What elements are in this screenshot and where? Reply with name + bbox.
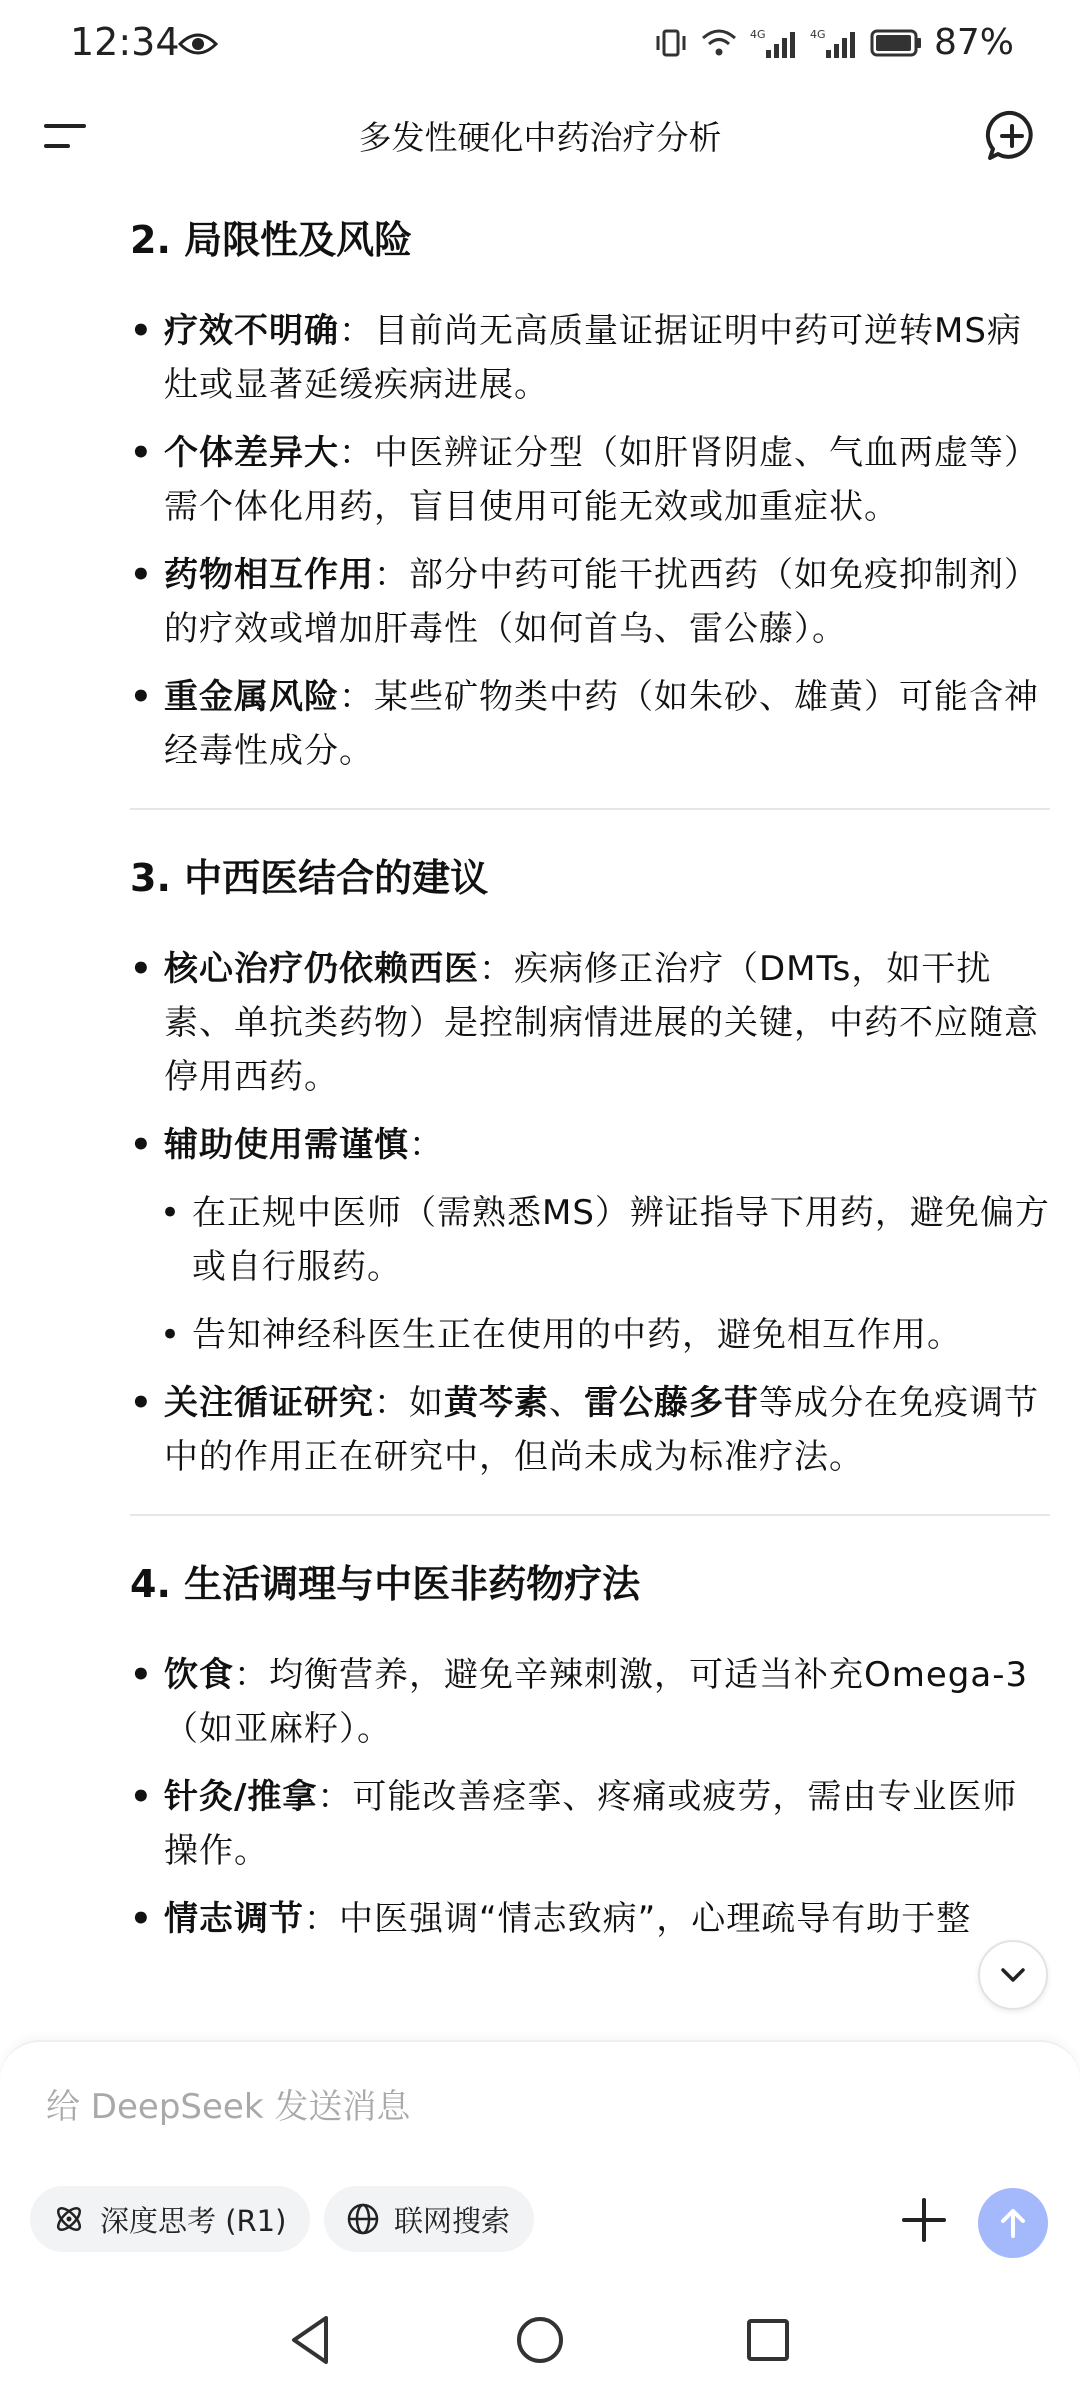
item-text: 等成分在免疫调节中的作用正在研究中，但尚未成为标准疗法。	[164, 1383, 1039, 1477]
item-text: ：疾病修正治疗（DMTs，如干扰素、单抗类药物）是控制病情进展的关键，中药不应随意停用西药。	[164, 949, 1039, 1097]
chevron-down-icon	[996, 1958, 1030, 1992]
item-bold: 雷公藤多苷	[584, 1383, 759, 1423]
signal-icon-2	[810, 26, 858, 60]
atom-icon	[52, 2202, 86, 2236]
status-icons	[654, 22, 1014, 63]
network-label-2: 4G	[809, 27, 826, 41]
message-input[interactable]	[46, 2082, 846, 2132]
system-nav-bar	[0, 2280, 1080, 2400]
message-composer	[0, 2040, 1080, 2280]
list-item	[130, 1892, 1050, 1946]
item-bold: 核心治疗仍依赖西医	[164, 949, 479, 989]
section-title: 3. 中西医结合的建议	[130, 856, 489, 900]
wifi-icon	[700, 26, 738, 60]
app-header	[0, 96, 1080, 176]
plus-icon[interactable]	[896, 2192, 952, 2248]
arrow-up-icon	[995, 2205, 1031, 2241]
scroll-down-button[interactable]	[978, 1940, 1048, 2010]
item-text: ：某些矿物类中药（如朱砂、雄黄）可能含神经毒性成分。	[164, 677, 1039, 771]
websearch-label: 联网搜索	[394, 2203, 511, 2238]
signal-icon	[750, 26, 798, 60]
home-icon[interactable]	[510, 2310, 570, 2370]
section-title: 2. 局限性及风险	[130, 218, 413, 262]
send-button[interactable]	[978, 2188, 1048, 2258]
list-item	[130, 1648, 1050, 1756]
battery-icon	[870, 28, 922, 58]
sub-list-item: • 告知神经科医生正在使用的中药，避免相互作用。	[130, 1308, 1050, 1362]
list-item	[130, 670, 1050, 778]
item-bold: 黄芩素	[444, 1383, 549, 1423]
item-bold: 药物相互作用	[164, 555, 374, 595]
sub-list-item: • 在正规中医师（需熟悉MS）辨证指导下用药，避免偏方或自行服药。	[130, 1186, 1050, 1294]
item-text: ：可能改善痉挛、疼痛或疲劳，需由专业医师操作。	[164, 1777, 1018, 1871]
item-text: ：目前尚无高质量证据证明中药可逆转MS病灶或显著延缓疾病进展。	[164, 311, 1022, 405]
item-bold: 针灸/推拿	[164, 1777, 318, 1817]
chat-content[interactable]	[130, 200, 1050, 2030]
battery-level: 87%	[933, 22, 1014, 63]
item-text: ：部分中药可能干扰西药（如免疫抑制剂）的疗效或增加肝毒性（如何首乌、雷公藤）。	[164, 555, 1039, 649]
item-text: ：如	[374, 1383, 444, 1423]
eye-icon	[178, 30, 218, 58]
vibrate-icon	[654, 26, 688, 60]
item-bold: 情志调节	[164, 1899, 304, 1939]
recent-apps-icon[interactable]	[738, 2310, 798, 2370]
list-item	[130, 942, 1050, 1104]
divider	[130, 1514, 1050, 1516]
list-item	[130, 1118, 1050, 1172]
back-icon[interactable]	[282, 2310, 342, 2370]
deepthink-label: 深度思考 (R1)	[100, 2203, 287, 2238]
list-item	[130, 304, 1050, 412]
item-text: ：中医强调“情志致病”，心理疏导有助于整	[304, 1899, 972, 1939]
item-text: ：中医辨证分型（如肝肾阴虚、气血两虚等）需个体化用药，盲目使用可能无效或加重症状。	[164, 433, 1039, 527]
deepthink-toggle[interactable]	[30, 2186, 310, 2252]
network-label: 4G	[749, 27, 766, 41]
list-item	[130, 1770, 1050, 1878]
item-text: 、	[549, 1383, 584, 1423]
globe-icon	[346, 2202, 380, 2236]
list-item	[130, 548, 1050, 656]
new-chat-icon[interactable]	[984, 108, 1040, 164]
list-item	[130, 426, 1050, 534]
page-title: 多发性硬化中药治疗分析	[358, 118, 722, 157]
item-text: ：	[409, 1125, 444, 1165]
item-bold: 关注循证研究	[164, 1383, 374, 1423]
item-bold: 疗效不明确	[164, 311, 339, 351]
websearch-toggle[interactable]	[324, 2186, 534, 2252]
status-time: 12:34	[70, 20, 180, 64]
item-bold: 饮食	[164, 1655, 234, 1695]
divider	[130, 808, 1050, 810]
item-text: ：均衡营养，避免辛辣刺激，可适当补充Omega-3（如亚麻籽）。	[164, 1655, 1029, 1749]
status-bar	[0, 0, 1080, 96]
item-bold: 辅助使用需谨慎	[164, 1125, 409, 1165]
item-bold: 重金属风险	[164, 677, 339, 717]
list-item	[130, 1376, 1050, 1484]
item-bold: 个体差异大	[164, 433, 339, 473]
section-title: 4. 生活调理与中医非药物疗法	[130, 1562, 641, 1606]
